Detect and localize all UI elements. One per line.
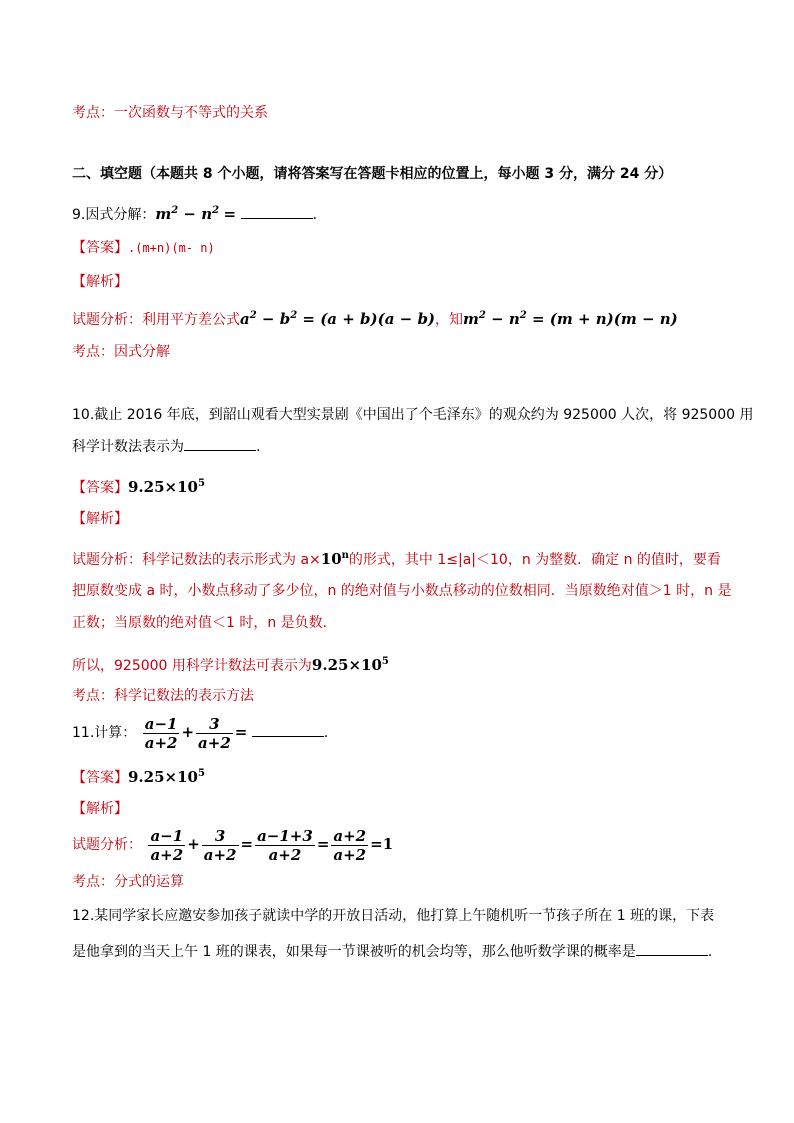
q11-stem: 11.计算： $\frac{a-1}{a+2}$ + $\frac{3}{a+2}$ = . xyxy=(72,714,329,752)
q9-stem: 9.因式分解：$m^2 - n^2$ = . xyxy=(72,205,318,223)
q10-analysis-line1: 试题分析：科学记数法的表示形式为 $a\times 10^n$的形式，其中 1≤|a|＜10，n 为整数．确定 n 的值时，要看 xyxy=(72,550,721,568)
fraction: $\frac{a-1}{a+2}$ xyxy=(144,714,178,752)
fraction: $\frac{a-1+3}{a+2}$ xyxy=(257,826,313,864)
q9-factored-result: $m^2 - n^2 = (m + n)(m - n)$ xyxy=(463,310,678,328)
q10-answer: 【答案】$9.25\times 10^5$ xyxy=(72,478,205,496)
q11-answer: 【答案】$9.25\times 10^5$ xyxy=(72,768,205,786)
q10-jiexi: 【解析】 xyxy=(72,511,128,527)
answer-blank xyxy=(184,436,256,451)
kaodian-previous: 考点：一次函数与不等式的关系 xyxy=(72,105,268,121)
fraction: $\frac{a-1}{a+2}$ xyxy=(150,826,184,864)
fraction: $\frac{3}{a+2}$ xyxy=(198,714,231,752)
q12-stem-line1: 12.某同学家长应邀安参加孩子就读中学的开放日活动，他打算上午随机听一节孩子所在 1 班的课，下表 xyxy=(72,908,715,924)
q12-stem-line2: 是他拿到的当天上午 1 班的课表，如果每一节课被听的机会均等，那么他听数学课的概率是 . xyxy=(72,941,712,962)
q10-stem-line2: 科学计数法表示为 . xyxy=(72,436,260,457)
q10-kaodian: 考点：科学记数法的表示方法 xyxy=(72,688,254,704)
q9-analysis: 试题分析：利用平方差公式$a^2 - b^2 = (a + b)(a - b)$，知$m^2 - n^2 = (m + n)(m - n)$ xyxy=(72,310,678,328)
answer-blank xyxy=(241,204,313,219)
q10-analysis-line2: 把原数变成 a 时，小数点移动了多少位，n 的绝对值与小数点移动的位数相同．当原数绝对值＞1 时，n 是 xyxy=(72,583,732,599)
answer-blank xyxy=(636,941,708,956)
answer-blank xyxy=(252,722,324,737)
q9-kaodian: 考点：因式分解 xyxy=(72,344,170,360)
fraction: $\frac{3}{a+2}$ xyxy=(203,826,237,864)
section-heading: 二、填空题（本题共 8 个小题，请将答案写在答题卡相应的位置上，每小题 3 分，满分 24 分） xyxy=(72,166,673,182)
q11-analysis: 试题分析： $\frac{a-1}{a+2}$ + $\frac{3}{a+2}$ = $\frac{a-1+3}{a+2}$ = $\frac{a+2}{a+2}$ =1 xyxy=(72,826,394,864)
q10-conclusion: 所以，925000 用科学计数法可表示为$9.25\times 10^5$ xyxy=(72,656,389,674)
q11-kaodian: 考点：分式的运算 xyxy=(72,874,184,890)
q10-stem-line1: 10.截止 2016 年底，到韶山观看大型实景剧《中国出了个毛泽东》的观众约为 925000 人次，将 925000 用 xyxy=(72,407,754,423)
q9-jiexi: 【解析】 xyxy=(72,274,128,290)
q9-expression: $m^2 - n^2$ xyxy=(155,205,220,223)
fraction: $\frac{a+2}{a+2}$ xyxy=(333,826,367,864)
q9-answer: 【答案】.(m+n)(m- n) xyxy=(72,240,215,256)
q11-jiexi: 【解析】 xyxy=(72,801,128,817)
q10-analysis-line3: 正数；当原数的绝对值＜1 时，n 是负数． xyxy=(72,615,337,631)
difference-of-squares-formula: $a^2 - b^2 = (a + b)(a - b)$ xyxy=(240,310,436,328)
